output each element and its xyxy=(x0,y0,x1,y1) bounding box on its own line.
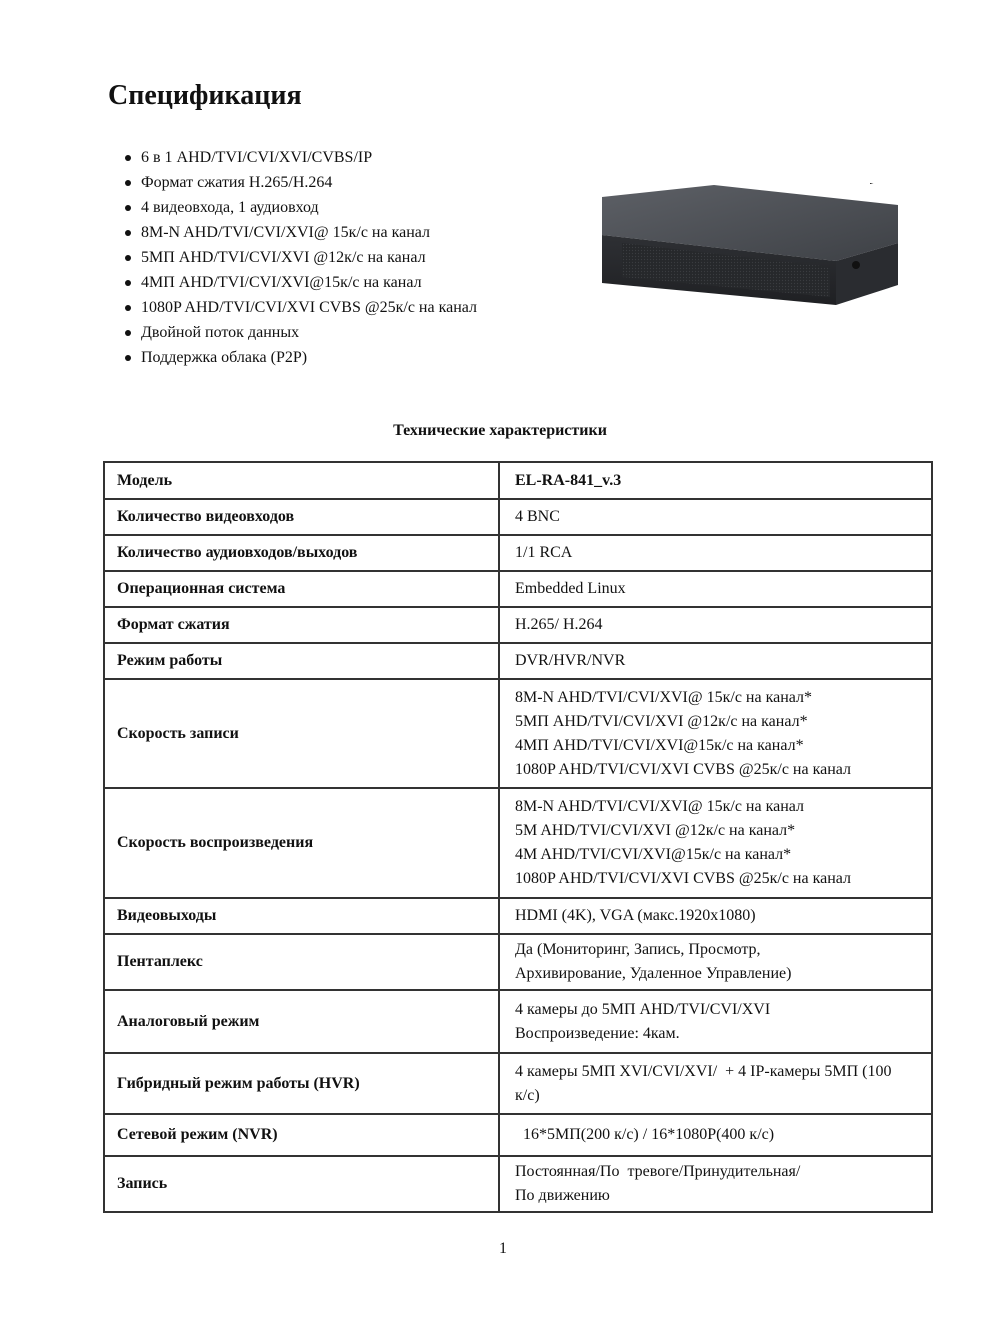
spec-value-line: 8M-N AHD/TVI/CVI/XVI@ 15к/с на канал* xyxy=(515,688,813,706)
spec-value-line: Постоянная/По тревоге/Принудительная/ xyxy=(515,1163,801,1180)
spec-value-line: По движению xyxy=(515,1187,610,1204)
feature-item: Поддержка облака (P2P) xyxy=(124,345,477,370)
spec-value-line: Воспроизведение: 4кам. xyxy=(515,1024,680,1042)
spec-value-line: 4 камеры 5МП XVI/CVI/XVI/ + 4 IP-камеры 5МП (100 xyxy=(515,1062,892,1080)
spec-value-line: 4МП AHD/TVI/CVI/XVI@15к/с на канал* xyxy=(515,736,804,754)
spec-value-line: Архивирование, Удаленное Управление) xyxy=(515,965,792,982)
spec-key: Видеовыходы xyxy=(104,898,499,934)
spec-value-line: 5M AHD/TVI/CVI/XVI @12к/с на канал* xyxy=(515,822,796,839)
spec-value xyxy=(499,643,932,679)
table-row xyxy=(104,607,932,643)
spec-value-line: 1080P AHD/TVI/CVI/XVI CVBS @25к/с на канал xyxy=(515,870,852,887)
spec-key: Запись xyxy=(104,1156,499,1212)
feature-item: 5МП AHD/TVI/CVI/XVI @12к/с на канал xyxy=(124,245,477,270)
table-row xyxy=(104,1156,932,1212)
spec-value-line: 4 BNC xyxy=(515,508,560,525)
feature-item: 4МП AHD/TVI/CVI/XVI@15к/с на канал xyxy=(124,270,477,295)
feature-item: Двойной поток данных xyxy=(124,320,477,345)
spec-value-line: 8M-N AHD/TVI/CVI/XVI@ 15к/с на канал xyxy=(515,798,805,815)
spec-value xyxy=(499,607,932,643)
spec-value xyxy=(499,499,932,535)
feature-item: 6 в 1 AHD/TVI/CVI/XVI/CVBS/IP xyxy=(124,145,477,170)
spec-value xyxy=(499,535,932,571)
spec-value xyxy=(499,898,932,934)
spec-value-line: H.265/ H.264 xyxy=(515,616,603,633)
table-row xyxy=(104,898,932,934)
spec-value xyxy=(499,788,932,898)
spec-value xyxy=(499,679,932,788)
spec-key: Режим работы xyxy=(104,643,499,679)
spec-value-line: 4 камеры до 5МП AHD/TVI/CVI/XVI xyxy=(515,1000,771,1018)
spec-value-line: HDMI (4K), VGA (макс.1920x1080) xyxy=(515,907,756,924)
spec-key: Количество аудиовходов/выходов xyxy=(104,535,499,571)
spec-key: Модель xyxy=(104,462,499,499)
feature-item: 8M-N AHD/TVI/CVI/XVI@ 15к/с на канал xyxy=(124,220,477,245)
spec-value xyxy=(499,1156,932,1212)
feature-list xyxy=(124,145,477,370)
table-row xyxy=(104,1114,932,1156)
spec-value xyxy=(499,462,932,499)
spec-value-line: Embedded Linux xyxy=(515,580,626,597)
feature-item: Формат сжатия H.265/H.264 xyxy=(124,170,477,195)
spec-value-line: EL-RA-841_v.3 xyxy=(515,471,622,489)
spec-value xyxy=(499,1114,932,1156)
spec-value-line: DVR/HVR/NVR xyxy=(515,652,626,669)
table-row xyxy=(104,499,932,535)
spec-key: Количество видеовходов xyxy=(104,499,499,535)
table-row xyxy=(104,643,932,679)
spec-value-line: 5МП AHD/TVI/CVI/XVI @12к/с на канал* xyxy=(515,712,808,730)
spec-value xyxy=(499,990,932,1053)
spec-key: Операционная система xyxy=(104,571,499,607)
page-title: Спецификация xyxy=(108,80,302,111)
feature-item: 1080P AHD/TVI/CVI/XVI CVBS @25к/с на канал xyxy=(124,295,477,320)
spec-value xyxy=(499,934,932,990)
table-title: Технические характеристики xyxy=(393,422,607,439)
table-row xyxy=(104,934,932,990)
spec-key: Аналоговый режим xyxy=(104,990,499,1053)
feature-item: 4 видеовхода, 1 аудиовход xyxy=(124,195,477,220)
spec-value xyxy=(499,1053,932,1114)
table-row xyxy=(104,679,932,788)
spec-value-line: 16*5МП(200 к/с) / 16*1080P(400 к/с) xyxy=(515,1126,775,1143)
spec-key: Сетевой режим (NVR) xyxy=(104,1114,499,1156)
spec-key: Скорость воспроизведения xyxy=(104,788,499,898)
table-row xyxy=(104,535,932,571)
dvr-device-image xyxy=(598,183,898,308)
spec-value-line: к/с) xyxy=(515,1086,540,1104)
spec-value-line: 1/1 RCA xyxy=(515,544,573,561)
spec-key: Пентаплекс xyxy=(104,934,499,990)
spec-key: Формат сжатия xyxy=(104,607,499,643)
table-row xyxy=(104,571,932,607)
spec-value xyxy=(499,571,932,607)
page-number: 1 xyxy=(499,1240,507,1257)
table-row xyxy=(104,788,932,898)
spec-table xyxy=(103,461,933,1213)
spec-key: Скорость записи xyxy=(104,679,499,788)
spec-value-line: 4M AHD/TVI/CVI/XVI@15к/с на канал* xyxy=(515,846,792,863)
table-row xyxy=(104,990,932,1053)
spec-value-line: 1080P AHD/TVI/CVI/XVI CVBS @25к/с на канал xyxy=(515,760,852,778)
table-row xyxy=(104,462,932,499)
spec-value-line: Да (Мониторинг, Запись, Просмотр, xyxy=(515,941,761,958)
spec-key: Гибридный режим работы (HVR) xyxy=(104,1053,499,1114)
table-row xyxy=(104,1053,932,1114)
